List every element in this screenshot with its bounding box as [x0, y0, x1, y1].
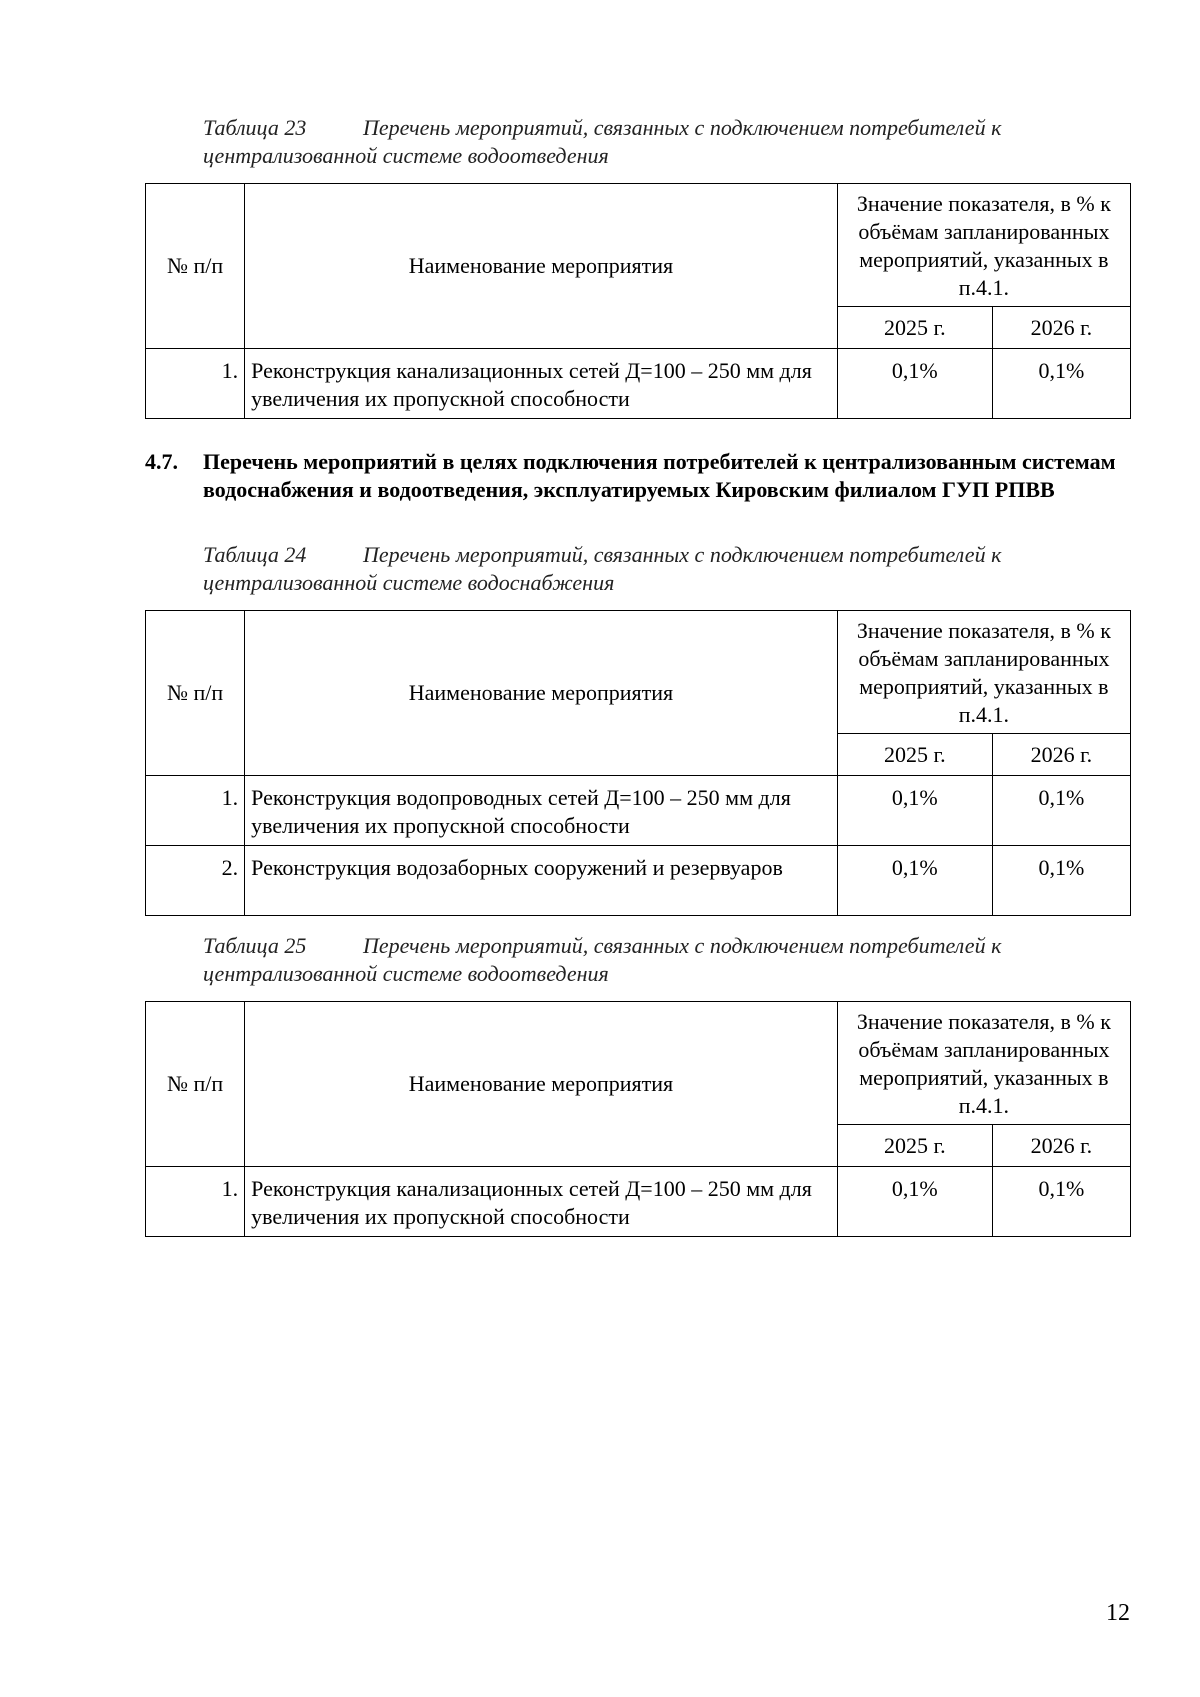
header-year-2026: 2026 г.	[992, 1125, 1130, 1167]
table24-caption	[203, 541, 1103, 597]
row-value-2025: 0,1%	[837, 776, 992, 846]
table24-label: Таблица 24	[203, 542, 307, 567]
table-row	[146, 1167, 1131, 1237]
table23	[145, 183, 1131, 419]
header-num: № п/п	[146, 184, 245, 349]
row-value-2026: 0,1%	[992, 846, 1130, 916]
table24	[145, 610, 1131, 916]
table25	[145, 1001, 1131, 1237]
table24-title: Перечень мероприятий, связанных с подключением потребителей к централизованной системе водоснабжения	[203, 542, 1002, 595]
table-row	[146, 776, 1131, 846]
header-name: Наименование мероприятия	[245, 184, 838, 349]
header-value: Значение показателя, в % к объёмам запланированных мероприятий, указанных в п.4.1.	[837, 184, 1130, 307]
table25-label: Таблица 25	[203, 933, 307, 958]
section-number: 4.7.	[145, 449, 178, 474]
header-value: Значение показателя, в % к объёмам запланированных мероприятий, указанных в п.4.1.	[837, 1002, 1130, 1125]
row-name: Реконструкция водопроводных сетей Д=100 – 250 мм для увеличения их пропускной способности	[245, 776, 838, 846]
header-year-2025: 2025 г.	[837, 734, 992, 776]
table-row	[146, 349, 1131, 419]
header-year-2026: 2026 г.	[992, 734, 1130, 776]
row-value-2026: 0,1%	[992, 349, 1130, 419]
header-year-2025: 2025 г.	[837, 1125, 992, 1167]
table23-title: Перечень мероприятий, связанных с подключением потребителей к централизованной системе водоотведения	[203, 115, 1002, 168]
header-year-2025: 2025 г.	[837, 307, 992, 349]
row-name: Реконструкция канализационных сетей Д=100 – 250 мм для увеличения их пропускной способности	[245, 1167, 838, 1237]
row-num: 1.	[146, 349, 245, 419]
header-name: Наименование мероприятия	[245, 611, 838, 776]
row-value-2025: 0,1%	[837, 349, 992, 419]
table23-caption	[203, 114, 1103, 170]
header-name: Наименование мероприятия	[245, 1002, 838, 1167]
row-value-2026: 0,1%	[992, 1167, 1130, 1237]
row-num: 1.	[146, 776, 245, 846]
row-value-2026: 0,1%	[992, 776, 1130, 846]
header-year-2026: 2026 г.	[992, 307, 1130, 349]
row-num: 2.	[146, 846, 245, 916]
table25-title: Перечень мероприятий, связанных с подключением потребителей к централизованной системе водоотведения	[203, 933, 1002, 986]
section-title: Перечень мероприятий в целях подключения потребителей к централизованным системам водоснабжения и водоотведения, эксплуатируемых Кировским филиалом ГУП РПВВ	[203, 449, 1116, 502]
row-value-2025: 0,1%	[837, 1167, 992, 1237]
page-number: 12	[1106, 1600, 1130, 1626]
row-name: Реконструкция водозаборных сооружений и резервуаров	[245, 846, 838, 916]
table25-caption	[203, 932, 1103, 988]
row-num: 1.	[146, 1167, 245, 1237]
table-row	[146, 846, 1131, 916]
row-name: Реконструкция канализационных сетей Д=100 – 250 мм для увеличения их пропускной способности	[245, 349, 838, 419]
table23-label: Таблица 23	[203, 115, 307, 140]
header-num: № п/п	[146, 1002, 245, 1167]
header-value: Значение показателя, в % к объёмам запланированных мероприятий, указанных в п.4.1.	[837, 611, 1130, 734]
section-heading	[145, 448, 1125, 504]
row-value-2025: 0,1%	[837, 846, 992, 916]
header-num: № п/п	[146, 611, 245, 776]
